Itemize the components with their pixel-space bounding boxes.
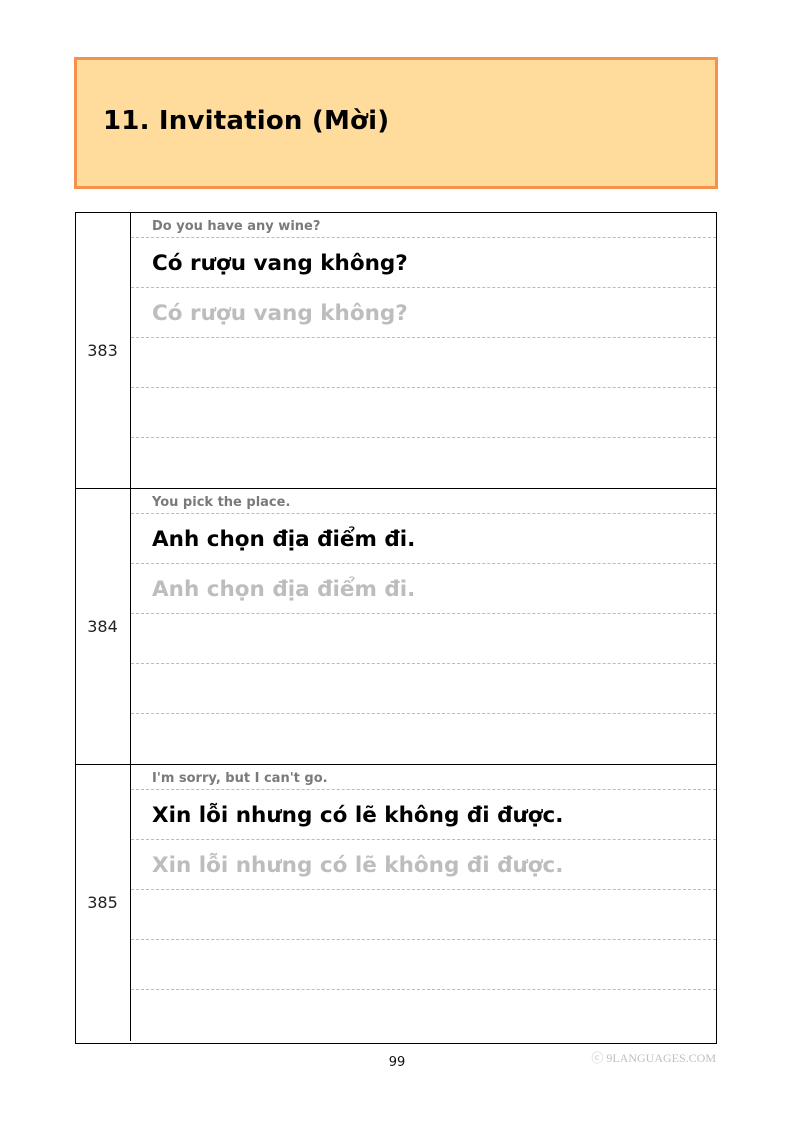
number-column	[75, 765, 131, 1041]
writing-lines	[131, 489, 716, 764]
english-sentence: Do you have any wine?	[152, 219, 321, 234]
trace-sentence: Có rượu vang không?	[152, 301, 408, 326]
lesson-header	[74, 57, 718, 189]
model-line	[131, 238, 716, 288]
model-line	[131, 790, 716, 840]
english-sentence: I'm sorry, but I can't go.	[152, 771, 328, 786]
trace-line	[131, 564, 716, 614]
vietnamese-sentence: Có rượu vang không?	[152, 251, 408, 276]
blank-writing-line	[131, 890, 716, 940]
trace-sentence: Xin lỗi nhưng có lẽ không đi được.	[152, 853, 564, 878]
sentence-number: 385	[87, 893, 118, 912]
vietnamese-sentence: Anh chọn địa điểm đi.	[152, 527, 416, 552]
blank-writing-line	[131, 438, 716, 489]
sentence-entry	[75, 765, 716, 1041]
vietnamese-sentence: Xin lỗi nhưng có lẽ không đi được.	[152, 803, 564, 828]
blank-writing-line	[131, 388, 716, 438]
number-column	[75, 489, 131, 764]
trace-line	[131, 840, 716, 890]
sentence-number: 383	[87, 341, 118, 360]
sentence-number: 384	[87, 617, 118, 636]
trace-line	[131, 288, 716, 338]
blank-writing-line	[131, 714, 716, 765]
writing-lines	[131, 765, 716, 1041]
english-sentence: You pick the place.	[152, 495, 291, 510]
english-line	[131, 765, 716, 790]
english-line	[131, 489, 716, 514]
writing-lines	[131, 213, 716, 488]
practice-sheet	[75, 212, 717, 1044]
model-line	[131, 514, 716, 564]
english-line	[131, 213, 716, 238]
blank-writing-line	[131, 338, 716, 388]
sentence-entry	[75, 489, 716, 765]
copyright-notice: ⓒ 9LANGUAGES.COM	[591, 1051, 716, 1065]
trace-sentence: Anh chọn địa điểm đi.	[152, 577, 416, 602]
blank-writing-line	[131, 664, 716, 714]
blank-writing-line	[131, 990, 716, 1041]
lesson-title: 11. Invitation (Mời)	[103, 106, 390, 136]
blank-writing-line	[131, 940, 716, 990]
blank-writing-line	[131, 614, 716, 664]
page-number: 99	[388, 1055, 406, 1070]
number-column	[75, 213, 131, 488]
sentence-entry	[75, 213, 716, 489]
